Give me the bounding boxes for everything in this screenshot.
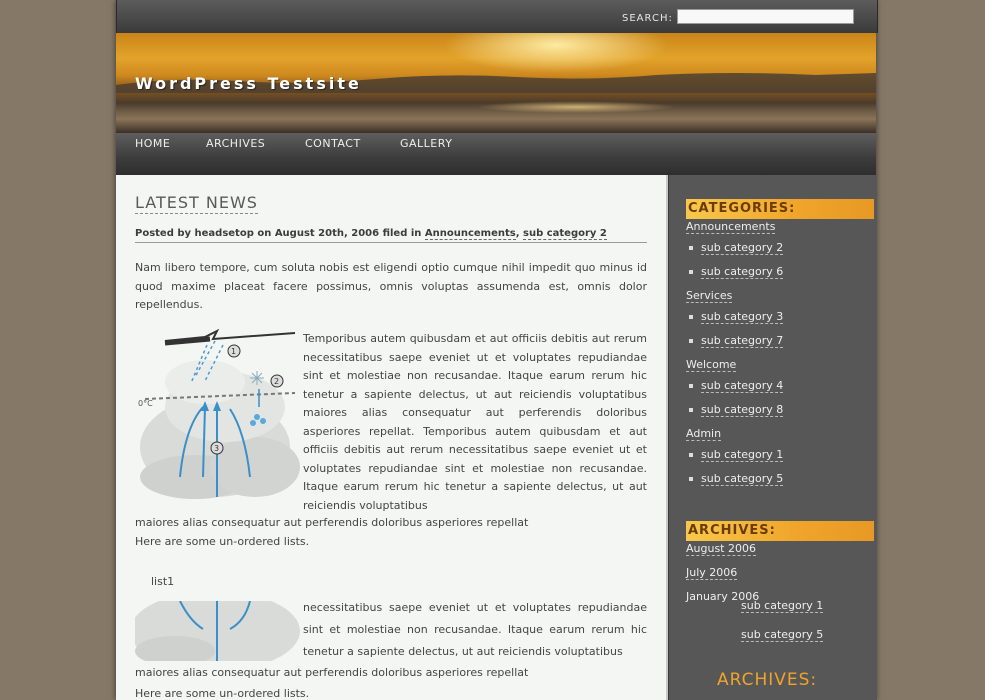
- water-glint: [476, 101, 676, 113]
- archives-heading-2: ARCHIVES:: [717, 670, 818, 690]
- temperature-label: 0°C: [138, 399, 153, 408]
- unordered-list-intro: Here are some un-ordered lists.: [135, 535, 310, 548]
- subcategory-item: [689, 334, 783, 347]
- archive-sub-link[interactable]: sub category 5: [741, 628, 824, 641]
- bullet-icon: [689, 246, 693, 250]
- main-nav: [116, 133, 876, 175]
- category-link-sub-category-2[interactable]: sub category 2: [523, 228, 607, 239]
- archive-link-july-2006[interactable]: July 2006: [686, 566, 738, 579]
- nav-home[interactable]: HOME: [135, 137, 171, 150]
- subcategory-item: [689, 241, 783, 254]
- cloud-diagram-image-2: [135, 601, 301, 661]
- archive-sub-link[interactable]: sub category 1: [741, 599, 824, 612]
- archives-heading: ARCHIVES:: [686, 521, 874, 541]
- bullet-icon: [689, 270, 693, 274]
- nav-gallery[interactable]: GALLERY: [400, 137, 453, 150]
- nav-archives[interactable]: ARCHIVES: [206, 137, 266, 150]
- subcategory-link[interactable]: sub category 5: [701, 472, 784, 485]
- search-input[interactable]: [677, 9, 854, 24]
- post-paragraph-2-tail: maiores alias consequatur aut perferendis doloribus asperiores repellat: [135, 516, 529, 529]
- category-admin[interactable]: Admin: [686, 427, 722, 440]
- subcategory-item: [689, 472, 783, 485]
- subcategory-item: [689, 310, 783, 323]
- header-banner: [116, 33, 876, 133]
- subcategory-link[interactable]: sub category 1: [701, 448, 784, 461]
- bullet-icon: [689, 477, 693, 481]
- subcategory-link[interactable]: sub category 2: [701, 241, 784, 254]
- list-label: list1: [151, 575, 175, 588]
- subcategory-item: [689, 379, 783, 392]
- svg-text:1: 1: [231, 347, 237, 356]
- search-label: SEARCH:: [622, 13, 673, 24]
- bullet-icon: [689, 408, 693, 412]
- subcategory-link[interactable]: sub category 4: [701, 379, 784, 392]
- bullet-icon: [689, 384, 693, 388]
- archive-link-january-2006[interactable]: January 2006: [686, 590, 760, 603]
- post-paragraph-3-tail: maiores alias consequatur aut perferendis doloribus asperiores repellat: [135, 666, 529, 679]
- category-welcome[interactable]: Welcome: [686, 358, 737, 371]
- archive-link-august-2006[interactable]: August 2006: [686, 542, 756, 555]
- subcategory-link[interactable]: sub category 3: [701, 310, 784, 323]
- main-content: [116, 175, 668, 700]
- subcategory-link[interactable]: sub category 7: [701, 334, 784, 347]
- subcategory-item: [689, 448, 783, 461]
- site-title[interactable]: WordPress Testsite: [135, 74, 362, 93]
- subcategory-link[interactable]: sub category 8: [701, 403, 784, 416]
- cloud-diagram-image: [135, 327, 301, 507]
- post-meta-text: Posted by headsetop on August 20th, 2006 filed in: [135, 228, 425, 239]
- categories-heading: CATEGORIES:: [686, 199, 874, 219]
- bullet-icon: [689, 315, 693, 319]
- post-title[interactable]: LATEST NEWS: [135, 193, 258, 212]
- category-announcements[interactable]: Announcements: [686, 220, 776, 233]
- post-paragraph-1: Nam libero tempore, cum soluta nobis est eligendi optio cumque nihil impedit quo minus id quod maxime placeat facere possimus, omnis voluptas assumenda est, omnis dolor repellendus.: [135, 261, 647, 311]
- bullet-icon: [689, 453, 693, 457]
- bullet-icon: [689, 339, 693, 343]
- meta-separator: ,: [515, 228, 524, 239]
- nav-contact[interactable]: CONTACT: [305, 137, 361, 150]
- page-wrapper: [116, 0, 876, 700]
- sidebar: [668, 175, 877, 700]
- svg-text:2: 2: [274, 377, 280, 386]
- top-bar: [116, 0, 878, 33]
- svg-text:3: 3: [214, 444, 220, 453]
- category-link-announcements[interactable]: Announcements: [424, 228, 516, 239]
- subcategory-link[interactable]: sub category 6: [701, 265, 784, 278]
- subcategory-item: [689, 403, 783, 416]
- category-services[interactable]: Services: [686, 289, 733, 302]
- post-paragraph-3: necessitatibus saepe eveniet ut et voluptates repudiandae sint et molestiae non recusandae. Itaque earum rerum hic tenetur a sapiente delectus, ut aut reiciendis voluptatibus: [303, 601, 647, 658]
- post-paragraph-2: Temporibus autem quibusdam et aut officiis debitis aut rerum necessitatibus saepe eveniet ut et voluptates repudiandae sint et molestiae non recusandae. Itaque earum rerum hic tenetur a sapiente delectus, ut aut reiciendis voluptatibus maiores alias consequatur aut perferendis doloribus asperiores repellat. Temporibus autem quibusdam et aut officiis debitis aut rerum necessitatibus saepe eveniet ut et voluptates repudiandae sint et molestiae non recusandae. Itaque earum rerum hic tenetur a sapiente delectus, ut aut reiciendis voluptatibus: [303, 332, 647, 512]
- unordered-list-intro-2: Here are some un-ordered lists.: [135, 687, 310, 700]
- subcategory-item: [689, 265, 783, 278]
- post-meta: [135, 228, 647, 243]
